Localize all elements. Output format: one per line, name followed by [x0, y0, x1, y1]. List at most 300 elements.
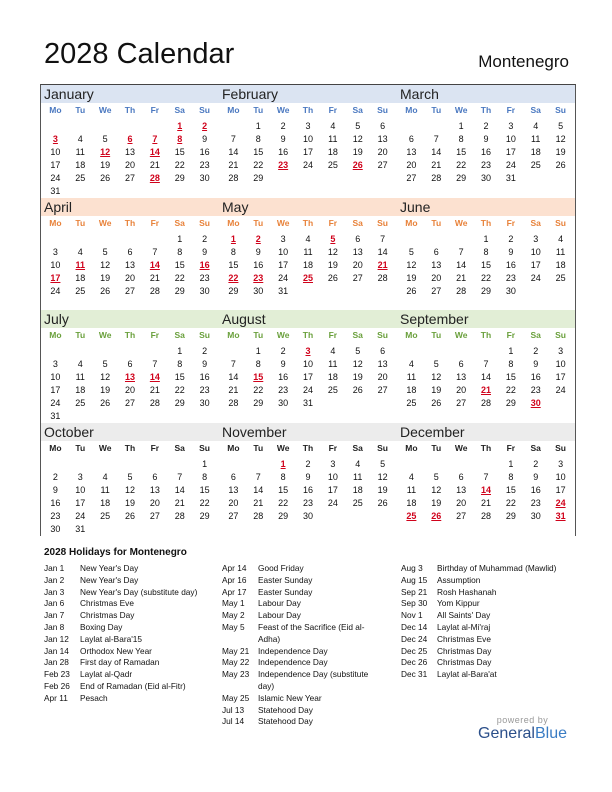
empty-cell: [142, 120, 167, 133]
weekday-header: [43, 328, 217, 343]
empty-cell: [221, 345, 246, 358]
day-cell: 19: [377, 485, 388, 495]
day-cell: 26: [406, 286, 417, 296]
holiday-date: May 23: [222, 669, 250, 680]
day-cell: 24: [75, 511, 86, 521]
day-cell: 22: [480, 273, 491, 283]
weekday-label: Mo: [405, 105, 418, 115]
day-cell: 13: [377, 359, 388, 369]
holiday-date: Jan 12: [44, 633, 69, 644]
powered-by-text: powered by: [496, 715, 549, 725]
weekday-label: Fr: [328, 330, 338, 340]
weekday-header: [399, 216, 573, 231]
day-cell: 15: [174, 372, 185, 382]
empty-cell: [424, 345, 449, 358]
holiday-list-item: [44, 681, 219, 693]
day-cell: 16: [278, 372, 289, 382]
day-cell: 17: [50, 385, 61, 395]
day-cell: 12: [377, 472, 388, 482]
weekday-label: Sa: [530, 105, 541, 115]
day-cell: 13: [352, 247, 363, 257]
weekday-label: Fr: [506, 218, 516, 228]
holiday-column-1: [44, 563, 219, 705]
day-cell: 20: [124, 385, 135, 395]
day-cell: 5: [102, 359, 108, 369]
day-cell: 21: [228, 385, 239, 395]
weekday-label: Fr: [150, 443, 160, 453]
day-cell: 5: [355, 121, 361, 131]
weekday-label: Th: [480, 330, 492, 340]
holiday-day-cell: 25: [302, 273, 313, 283]
weekday-label: Fr: [506, 330, 516, 340]
holiday-date: Feb 26: [44, 680, 70, 691]
day-cell: 11: [353, 472, 363, 482]
holiday-day-cell: 24: [555, 498, 566, 508]
holiday-date: May 2: [222, 610, 245, 621]
weekday-label: Tu: [253, 443, 264, 453]
day-cell: 20: [377, 147, 388, 157]
holiday-list-item: [44, 610, 219, 622]
day-cell: 5: [127, 472, 133, 482]
day-cell: 17: [327, 485, 338, 495]
day-cell: 9: [508, 247, 514, 257]
day-cell: 27: [456, 511, 467, 521]
holiday-name: Laylat al-Mi'raj: [437, 621, 491, 632]
empty-cell: [221, 120, 246, 133]
empty-cell: [93, 458, 118, 471]
empty-cell: [221, 458, 246, 471]
empty-cell: [68, 233, 93, 246]
day-cell: 9: [255, 247, 261, 257]
month-september: [397, 310, 575, 423]
day-cell: 25: [75, 286, 86, 296]
holiday-day-cell: 12: [100, 147, 111, 157]
holiday-day-cell: 26: [352, 160, 363, 170]
day-cell: 18: [327, 147, 338, 157]
day-cell: 14: [228, 147, 239, 157]
day-cell: 27: [124, 173, 135, 183]
day-cell: 22: [505, 498, 516, 508]
holiday-name: Rosh Hashanah: [437, 586, 497, 597]
day-cell: 12: [431, 372, 442, 382]
day-cell: 21: [431, 160, 442, 170]
day-cell: 26: [431, 398, 442, 408]
month-name: January: [41, 85, 219, 103]
month-february: [219, 85, 397, 198]
holiday-date: Apr 16: [222, 574, 247, 585]
day-cell: 13: [124, 260, 135, 270]
day-cell: 29: [199, 511, 210, 521]
day-cell: 27: [124, 398, 135, 408]
day-cell: 3: [280, 234, 286, 244]
day-cell: 4: [305, 234, 311, 244]
weekday-label: Th: [302, 218, 314, 228]
day-cell: 6: [380, 346, 386, 356]
day-cell: 26: [327, 273, 338, 283]
day-cell: 18: [75, 385, 86, 395]
day-cell: 23: [50, 511, 61, 521]
day-cell: 30: [199, 286, 210, 296]
holiday-column-2: [222, 563, 380, 728]
weekday-label: Mo: [49, 105, 62, 115]
calendar-grid: [40, 84, 576, 536]
day-cell: 27: [149, 511, 160, 521]
holiday-name: End of Ramadan (Eid al-Fitr): [80, 680, 186, 691]
empty-cell: [399, 458, 424, 471]
month-july: [41, 310, 219, 423]
day-cell: 4: [77, 359, 83, 369]
day-cell: 23: [530, 385, 541, 395]
weekday-label: Th: [480, 443, 492, 453]
holiday-list-item: [222, 716, 380, 728]
brand-name-part2: Blue: [534, 725, 567, 742]
holiday-list-item: [222, 563, 380, 575]
day-cell: 29: [505, 398, 516, 408]
holiday-day-cell: 21: [480, 385, 491, 395]
holiday-date: Aug 3: [401, 563, 423, 573]
day-cell: 2: [202, 234, 208, 244]
day-cell: 30: [302, 511, 313, 521]
day-cell: 25: [75, 398, 86, 408]
holiday-name: Assumption: [437, 574, 481, 585]
day-cell: 31: [302, 398, 313, 408]
weekday-label: Th: [124, 105, 136, 115]
empty-cell: [43, 233, 68, 246]
day-cell: 20: [431, 273, 442, 283]
empty-cell: [246, 458, 271, 471]
holiday-name: First day of Ramadan: [80, 657, 160, 668]
day-cell: 30: [199, 398, 210, 408]
holiday-date: Jan 6: [44, 598, 65, 609]
weekday-label: Th: [124, 443, 136, 453]
weekday-label: Tu: [75, 218, 86, 228]
day-cell: 11: [328, 359, 338, 369]
empty-cell: [142, 458, 167, 471]
day-cell: 22: [456, 160, 467, 170]
day-cell: 24: [302, 385, 313, 395]
day-cell: 6: [408, 134, 414, 144]
day-cell: 6: [127, 247, 133, 257]
holiday-name: Laylat al-Bara'15: [80, 633, 143, 644]
holiday-name: Yom Kippur: [437, 598, 480, 609]
weekday-label: Mo: [49, 443, 62, 453]
day-cell: 27: [456, 398, 467, 408]
weekday-header: [43, 216, 217, 231]
day-cell: 17: [75, 498, 86, 508]
weekday-label: Sa: [174, 105, 185, 115]
day-cell: 4: [77, 134, 83, 144]
day-cell: 11: [531, 134, 541, 144]
day-cell: 27: [406, 173, 417, 183]
day-cell: 10: [530, 247, 541, 257]
holiday-list-item: [222, 598, 380, 610]
day-cell: 12: [431, 485, 442, 495]
month-december: [397, 423, 575, 536]
day-cell: 22: [253, 385, 264, 395]
day-cell: 29: [228, 286, 239, 296]
weekday-label: We: [98, 105, 112, 115]
holiday-list-item: [222, 669, 380, 693]
day-cell: 21: [149, 160, 160, 170]
day-cell: 14: [480, 372, 491, 382]
day-cell: 20: [456, 498, 467, 508]
day-cell: 7: [483, 359, 489, 369]
day-cell: 19: [352, 372, 363, 382]
day-cell: 17: [530, 260, 541, 270]
weekday-label: Su: [555, 218, 566, 228]
day-cell: 2: [202, 346, 208, 356]
empty-cell: [399, 233, 424, 246]
day-cell: 10: [555, 472, 566, 482]
holiday-name: Laylat al-Bara'at: [437, 669, 497, 680]
day-cell: 8: [458, 134, 464, 144]
day-cell: 24: [50, 398, 61, 408]
holiday-name: New Year's Day (substitute day): [80, 586, 198, 597]
holiday-name: Statehood Day: [258, 716, 313, 727]
empty-cell: [43, 120, 68, 133]
day-cell: 19: [124, 498, 135, 508]
weekday-header: [399, 103, 573, 118]
weekday-label: Sa: [530, 218, 541, 228]
day-cell: 24: [530, 273, 541, 283]
day-cell: 30: [199, 173, 210, 183]
weekday-label: Tu: [75, 105, 86, 115]
weekday-label: Tu: [253, 218, 264, 228]
day-cell: 12: [352, 134, 363, 144]
day-cell: 6: [433, 247, 439, 257]
weekday-label: Tu: [431, 330, 442, 340]
holiday-name: Feast of the Sacrifice (Eid al-Adha): [258, 621, 365, 644]
day-cell: 24: [278, 273, 289, 283]
month-name: April: [41, 198, 219, 216]
holiday-name: Pesach: [80, 692, 108, 703]
day-grid: [221, 345, 395, 410]
day-cell: 28: [228, 173, 239, 183]
day-cell: 13: [431, 260, 442, 270]
day-cell: 28: [480, 398, 491, 408]
weekday-label: Su: [377, 443, 388, 453]
holiday-name: Easter Sunday: [258, 574, 313, 585]
month-name: September: [397, 310, 575, 328]
weekday-label: Tu: [253, 330, 264, 340]
holiday-day-cell: 28: [149, 173, 160, 183]
day-cell: 4: [330, 121, 336, 131]
day-cell: 1: [483, 234, 489, 244]
day-cell: 16: [530, 372, 541, 382]
day-cell: 5: [408, 247, 414, 257]
day-grid: [221, 120, 395, 185]
day-cell: 29: [456, 173, 467, 183]
holiday-date: Dec 24: [401, 633, 428, 644]
day-grid: [221, 458, 395, 523]
holiday-name: Christmas Day: [437, 657, 492, 668]
day-cell: 28: [228, 398, 239, 408]
day-cell: 22: [174, 385, 185, 395]
weekday-label: Sa: [174, 330, 185, 340]
holiday-name: Islamic New Year: [258, 692, 322, 703]
holiday-list-item: [44, 646, 219, 658]
day-cell: 30: [50, 524, 61, 534]
holiday-day-cell: 14: [149, 372, 160, 382]
weekday-label: Fr: [150, 105, 160, 115]
day-cell: 1: [255, 346, 261, 356]
day-cell: 19: [100, 160, 111, 170]
holiday-day-cell: 11: [75, 260, 86, 270]
day-cell: 28: [377, 273, 388, 283]
day-cell: 4: [533, 121, 539, 131]
weekday-label: We: [98, 218, 112, 228]
holiday-name: Birthday of Muhammad (Mawlid): [437, 563, 557, 573]
holiday-day-cell: 14: [149, 147, 160, 157]
day-cell: 27: [377, 385, 388, 395]
weekday-label: Fr: [506, 443, 516, 453]
holiday-list-item: [44, 669, 219, 681]
weekday-header: [399, 441, 573, 456]
day-cell: 18: [327, 372, 338, 382]
day-cell: 27: [124, 286, 135, 296]
day-cell: 9: [483, 134, 489, 144]
holiday-date: Jul 13: [222, 704, 245, 715]
holiday-date: Aug 15: [401, 574, 428, 585]
holiday-name: Independence Day: [258, 645, 328, 656]
day-cell: 4: [330, 346, 336, 356]
day-cell: 30: [505, 286, 516, 296]
day-cell: 11: [406, 485, 417, 495]
holiday-list-item: [401, 622, 576, 634]
holiday-list-item: [401, 575, 576, 587]
holiday-name: Independence Day (substitute day): [258, 669, 369, 691]
month-march: [397, 85, 575, 198]
day-cell: 15: [253, 147, 264, 157]
holiday-name: Labour Day: [258, 598, 301, 609]
empty-cell: [43, 458, 68, 471]
day-cell: 3: [533, 234, 539, 244]
day-cell: 23: [302, 498, 313, 508]
weekday-label: Su: [377, 330, 388, 340]
day-cell: 24: [302, 160, 313, 170]
weekday-label: Mo: [227, 105, 240, 115]
day-cell: 12: [406, 260, 417, 270]
month-name: October: [41, 423, 219, 441]
weekday-label: Sa: [352, 330, 363, 340]
weekday-header: [43, 441, 217, 456]
brand-name: [478, 725, 567, 743]
holiday-day-cell: 3: [305, 346, 311, 356]
day-cell: 10: [278, 247, 289, 257]
empty-cell: [449, 345, 474, 358]
day-cell: 2: [280, 121, 286, 131]
holiday-day-cell: 14: [480, 485, 491, 495]
day-cell: 11: [75, 372, 85, 382]
weekday-label: Tu: [431, 105, 442, 115]
weekday-label: Tu: [75, 330, 86, 340]
day-cell: 29: [505, 511, 516, 521]
empty-cell: [424, 458, 449, 471]
day-cell: 19: [431, 385, 442, 395]
day-cell: 25: [555, 273, 566, 283]
day-cell: 7: [230, 134, 236, 144]
empty-cell: [449, 458, 474, 471]
holiday-date: May 5: [222, 621, 245, 632]
holiday-day-cell: 6: [127, 134, 133, 144]
day-cell: 2: [533, 459, 539, 469]
weekday-label: Th: [480, 105, 492, 115]
day-cell: 15: [505, 372, 516, 382]
weekday-label: Su: [555, 105, 566, 115]
weekday-label: Su: [199, 443, 210, 453]
day-cell: 10: [555, 359, 566, 369]
day-cell: 10: [302, 359, 313, 369]
month-may: [219, 198, 397, 310]
empty-cell: [424, 233, 449, 246]
day-cell: 5: [433, 359, 439, 369]
day-grid: [43, 345, 217, 423]
day-cell: 9: [305, 472, 311, 482]
day-cell: 22: [278, 498, 289, 508]
day-grid: [43, 120, 217, 198]
day-cell: 18: [75, 273, 86, 283]
weekday-label: Fr: [328, 218, 338, 228]
day-cell: 17: [555, 485, 566, 495]
day-cell: 6: [458, 359, 464, 369]
day-cell: 24: [50, 286, 61, 296]
empty-cell: [68, 345, 93, 358]
holiday-name: Orthodox New Year: [80, 645, 152, 656]
day-grid: [399, 233, 573, 298]
day-cell: 28: [149, 398, 160, 408]
day-cell: 22: [505, 385, 516, 395]
holiday-date: May 25: [222, 692, 250, 703]
day-cell: 7: [483, 472, 489, 482]
day-cell: 29: [278, 511, 289, 521]
holiday-day-cell: 3: [52, 134, 58, 144]
day-cell: 9: [533, 472, 539, 482]
empty-cell: [399, 345, 424, 358]
day-cell: 12: [100, 260, 111, 270]
day-cell: 2: [483, 121, 489, 131]
day-cell: 29: [174, 173, 185, 183]
day-cell: 8: [508, 359, 514, 369]
day-cell: 25: [75, 173, 86, 183]
day-cell: 31: [75, 524, 86, 534]
day-cell: 6: [127, 359, 133, 369]
day-cell: 15: [456, 147, 467, 157]
weekday-label: We: [454, 330, 468, 340]
month-name: March: [397, 85, 575, 103]
day-cell: 9: [202, 134, 208, 144]
empty-cell: [68, 458, 93, 471]
day-cell: 16: [199, 147, 210, 157]
day-cell: 27: [352, 273, 363, 283]
holiday-day-cell: 21: [377, 260, 388, 270]
day-cell: 7: [152, 359, 158, 369]
day-cell: 25: [327, 385, 338, 395]
holiday-day-cell: 30: [530, 398, 541, 408]
empty-cell: [142, 345, 167, 358]
day-cell: 8: [280, 472, 286, 482]
day-cell: 25: [530, 160, 541, 170]
holiday-name: Christmas Day: [80, 610, 135, 621]
holiday-name: Laylat al-Qadr: [80, 669, 133, 680]
empty-cell: [474, 345, 499, 358]
day-cell: 26: [352, 385, 363, 395]
holiday-list-item: [222, 622, 380, 646]
weekday-label: Su: [555, 443, 566, 453]
holiday-date: Dec 26: [401, 657, 428, 668]
day-cell: 14: [174, 485, 185, 495]
weekday-label: We: [454, 443, 468, 453]
holiday-list-item: [401, 646, 576, 658]
